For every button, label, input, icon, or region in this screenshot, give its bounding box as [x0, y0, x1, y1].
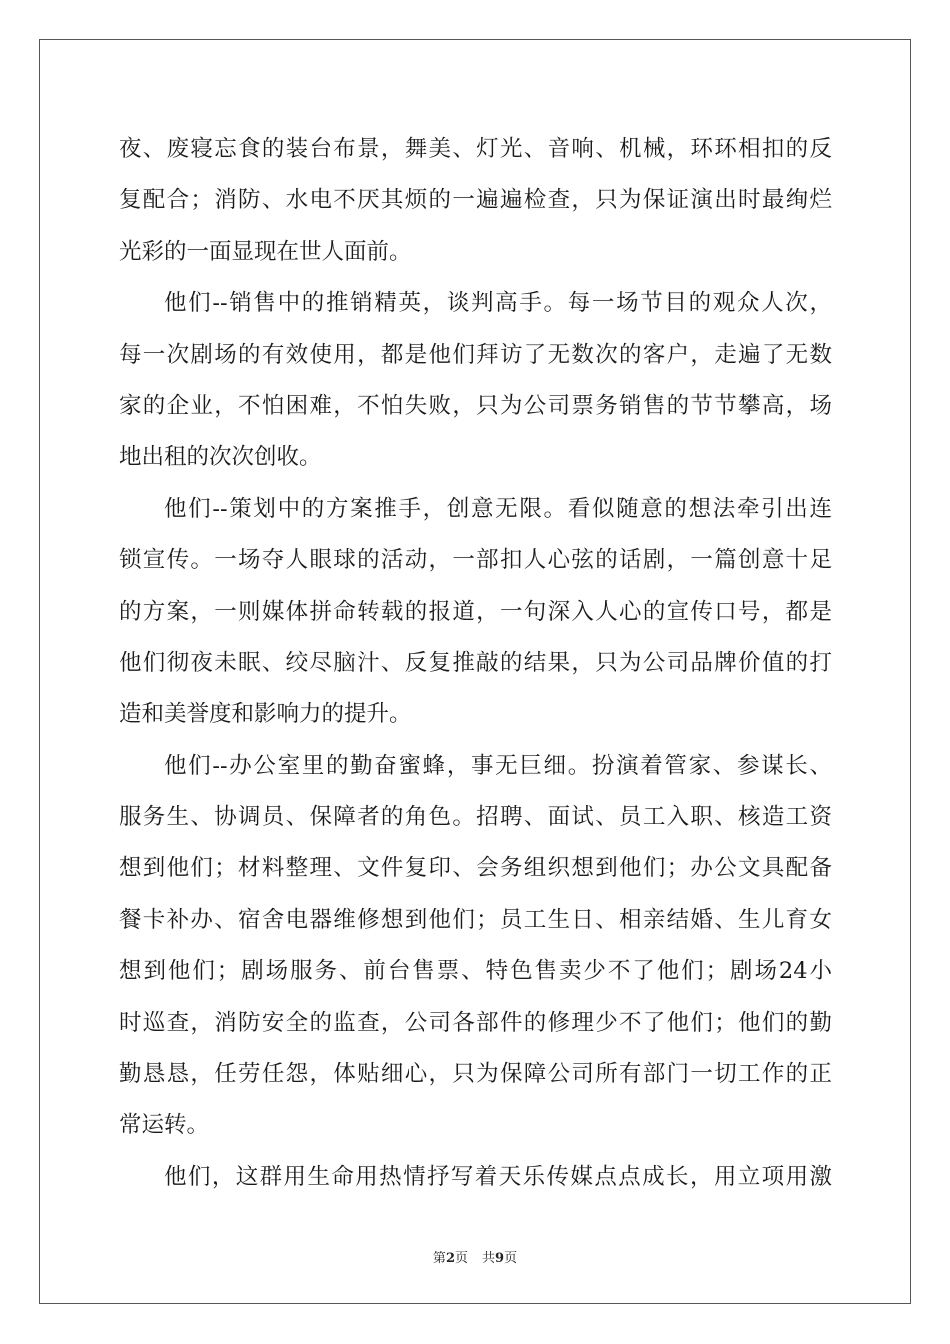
page-suffix: 页 — [454, 1251, 468, 1266]
total-pages: 9 — [495, 1251, 505, 1266]
text-line: 地出租的次次创收。 — [119, 444, 322, 471]
text-line: 每一次剧场的有效使用，都是他们拜访了无数次的客户，走遍了无数 — [119, 341, 832, 368]
text-line: 他们--策划中的方案推手，创意无限。看似随意的想法牵引出连 — [164, 495, 832, 522]
text-line: 常运转。 — [119, 1112, 210, 1139]
text-line: 复配合；消防、水电不厌其烦的一遍遍检查，只为保证演出时最绚烂 — [119, 187, 832, 214]
text-line: 他们彻夜未眠、绞尽脑汁、反复推敲的结果，只为公司品牌价值的打 — [119, 649, 832, 676]
text-line: 他们，这群用生命用热情抒写着天乐传媒点点成长，用立项用激 — [164, 1163, 832, 1190]
text-line: 家的企业，不怕困难，不怕失败，只为公司票务销售的节节攀高，场 — [119, 392, 832, 419]
text-line: 的方案，一则媒体拼命转载的报道，一句深入人心的宣传口号，都是 — [119, 598, 832, 625]
text-line: 光彩的一面显现在世人面前。 — [119, 238, 412, 265]
text-line: 锁宣传。一场夺人眼球的活动，一部扣人心弦的话剧，一篇创意十足 — [119, 547, 832, 574]
total-suffix: 页 — [504, 1251, 518, 1266]
page-number: 2 — [445, 1251, 455, 1266]
page-footer — [0, 1247, 950, 1266]
document-body — [119, 124, 832, 1203]
text-line: 勤恳恳，任劳任怨，体贴细心，只为保障公司所有部门一切工作的正 — [119, 1061, 832, 1088]
text-line: 造和美誉度和影响力的提升。 — [119, 701, 412, 728]
page-prefix: 第 — [432, 1251, 446, 1266]
text-line: 时巡查，消防安全的监查，公司各部件的修理少不了他们；他们的勤 — [119, 1009, 832, 1036]
total-prefix: 共 — [482, 1251, 496, 1266]
text-line: 夜、废寝忘食的装台布景，舞美、灯光、音响、机械，环环相扣的反 — [119, 136, 832, 162]
text-line: 他们--办公室里的勤奋蜜蜂，事无巨细。扮演着管家、参谋长、 — [164, 752, 832, 779]
text-line: 餐卡补办、宿舍电器维修想到他们；员工生日、相亲结婚、生儿育女 — [119, 906, 832, 933]
text-line: 服务生、协调员、保障者的角色。招聘、面试、员工入职、核造工资 — [119, 804, 832, 831]
text-line: 他们--销售中的推销精英，谈判高手。每一场节目的观众人次， — [164, 290, 832, 317]
text-line: 想到他们；材料整理、文件复印、会务组织想到他们；办公文具配备 — [119, 855, 832, 882]
text-line: 想到他们；剧场服务、前台售票、特色售卖少不了他们；剧场24小 — [119, 958, 832, 985]
